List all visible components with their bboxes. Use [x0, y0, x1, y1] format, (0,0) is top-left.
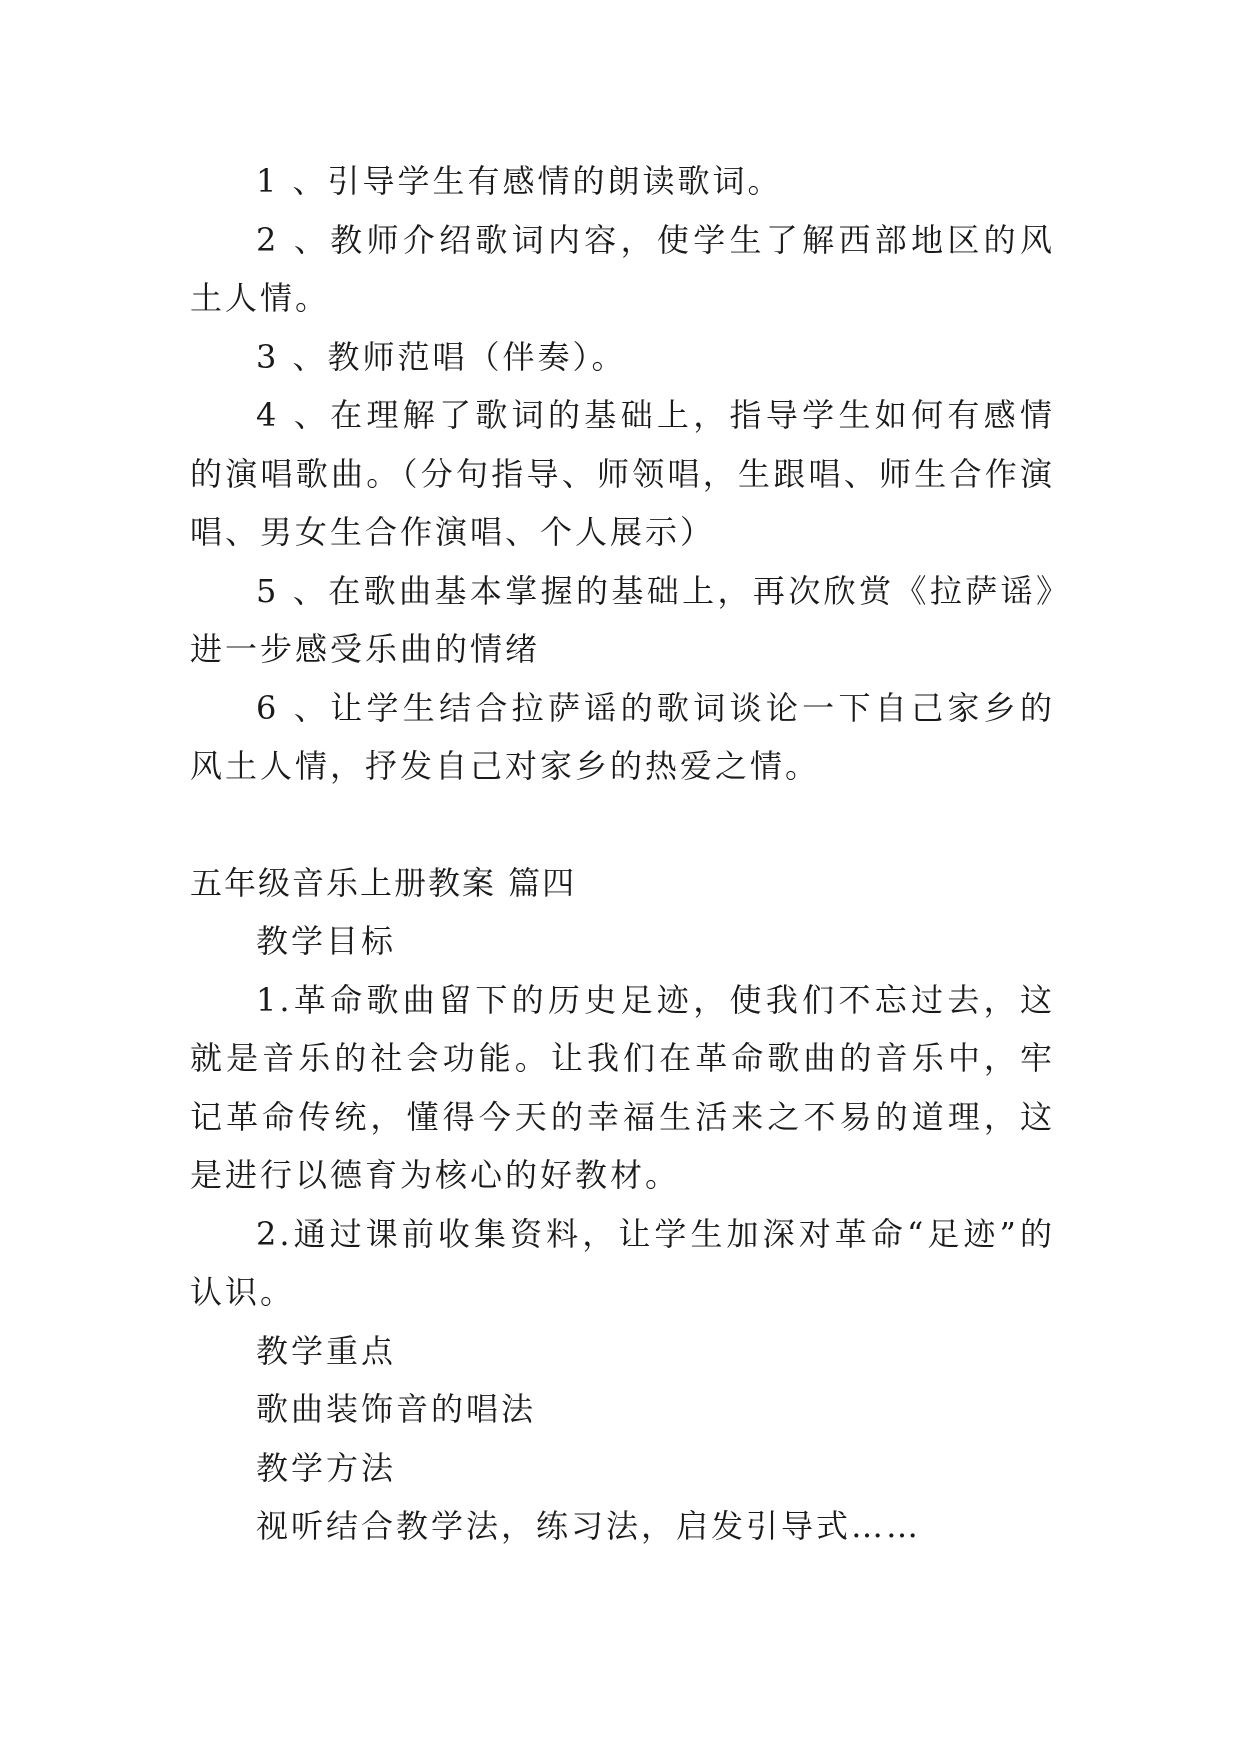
step-6: 6 、让学生结合拉萨谣的歌词谈论一下自己家乡的风土人情，抒发自己对家乡的热爱之情。 [190, 688, 1055, 785]
goal-2: 2.通过课前收集资料，让学生加深对革命“足迹”的认识。 [190, 1214, 1055, 1311]
method-text: 视听结合教学法，练习法，启发引导式…… [256, 1507, 922, 1545]
step-4: 4 、在理解了歌词的基础上，指导学生如何有感情的演唱歌曲。（分句指导、师领唱，生跟唱、师生合作演唱、男女生合作演唱、个人展示） [190, 396, 1055, 551]
key-title: 教学重点 [256, 1331, 397, 1370]
goal-1: 1.革命歌曲留下的历史足迹，使我们不忘过去，这就是音乐的社会功能。让我们在革命歌曲的音乐中，牢记革命传统，懂得今天的幸福生活来之不易的道理，这是进行以德育为核心的好教材。 [190, 980, 1055, 1194]
goal-title: 教学目标 [256, 922, 397, 960]
step-1: 1 、引导学生有感情的朗读歌词。 [256, 162, 783, 200]
key-text: 歌曲装饰音的唱法 [256, 1390, 537, 1428]
step-5: 5 、在歌曲基本掌握的基础上，再次欣赏《拉萨谣》进一步感受乐曲的情绪 [190, 571, 1055, 668]
step-2: 2 、教师介绍歌词内容，使学生了解西部地区的风土人情。 [190, 220, 1055, 317]
method-title: 教学方法 [256, 1448, 397, 1487]
step-3: 3 、教师范唱（伴奏）。 [256, 337, 627, 376]
document-page [190, 152, 1055, 1556]
section-heading: 五年级音乐上册教案 篇四 [190, 863, 577, 902]
